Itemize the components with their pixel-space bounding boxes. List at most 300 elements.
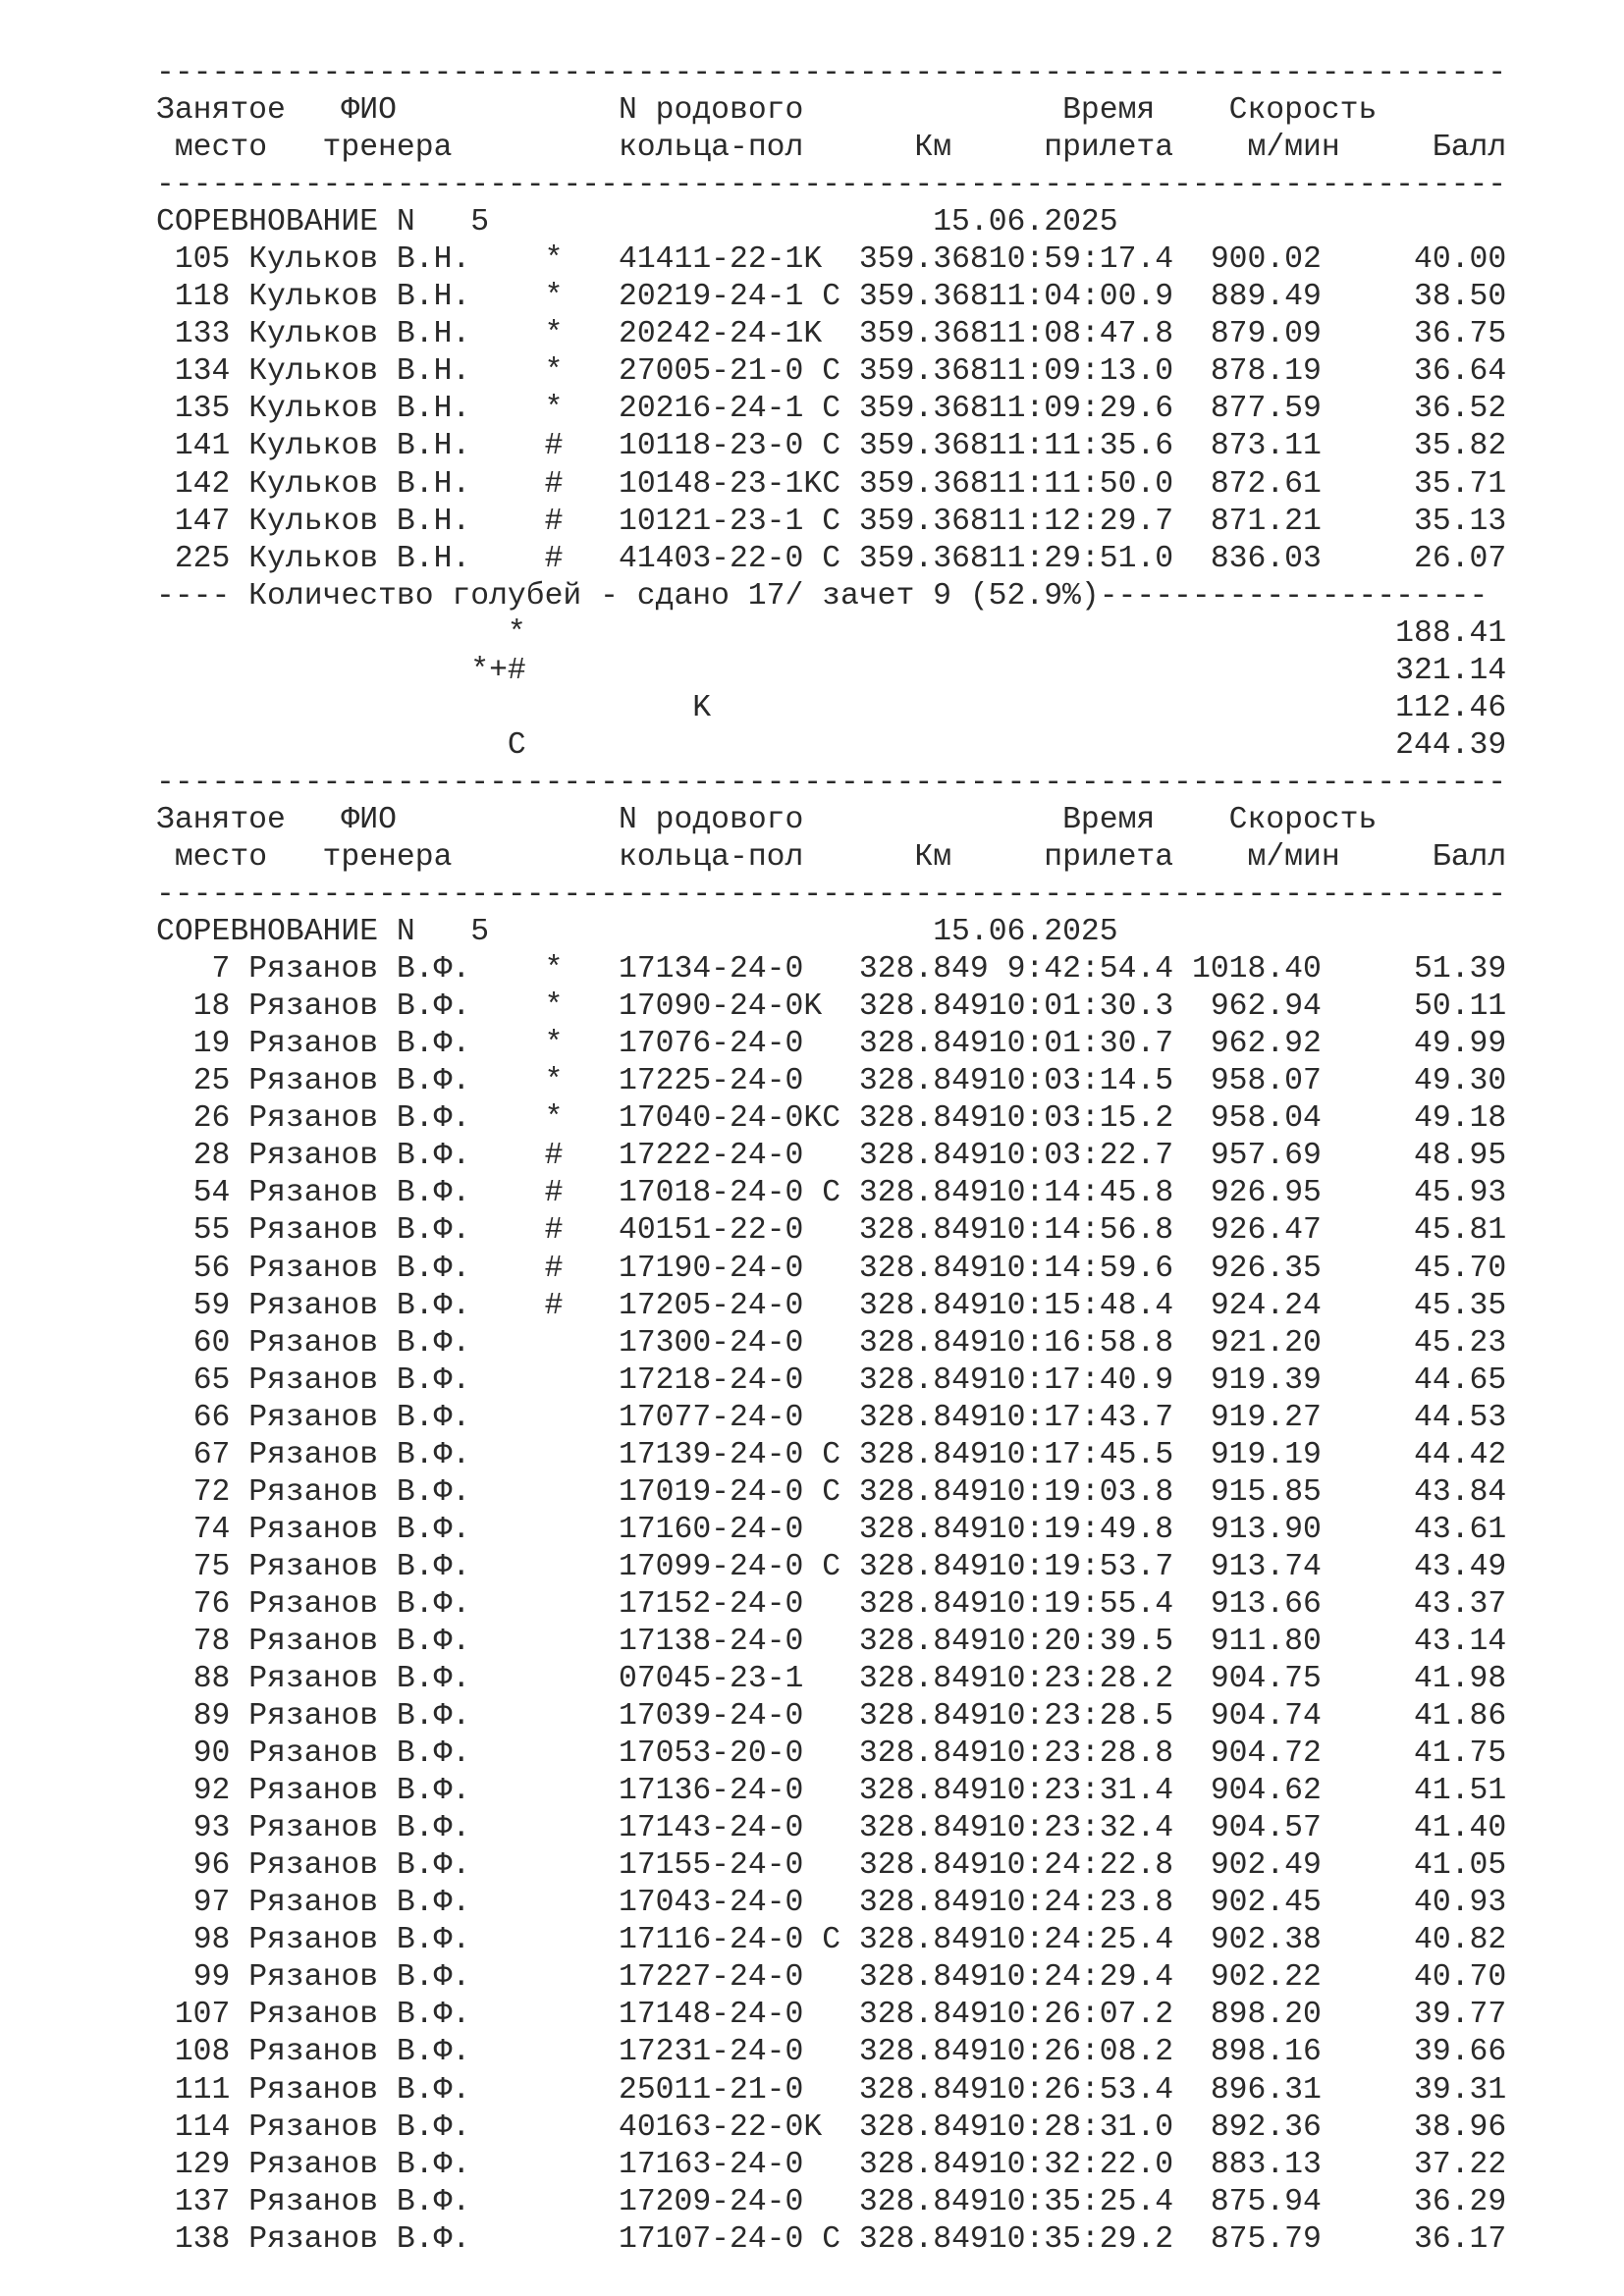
row-km: 359.368	[858, 317, 989, 352]
row-score: 38.96	[1414, 2109, 1507, 2145]
row-name: Кульков В.Н.	[248, 242, 471, 278]
separator-line: -------------------------------------------------------------------------	[156, 168, 1507, 203]
separator-line: -------------------------------------------------------------------------	[156, 56, 1507, 90]
row-speed: 892.36	[1210, 2109, 1322, 2145]
row-speed: 904.62	[1210, 1774, 1322, 1809]
row-place: 97	[192, 1886, 231, 1921]
row-ring: 17018-24-0 C	[619, 1176, 841, 1211]
total-line	[156, 690, 1506, 727]
row-time: 11:29:51.0	[988, 541, 1174, 576]
row-km: 328.849	[858, 1176, 989, 1211]
row-km: 328.849	[858, 2035, 989, 2070]
row-score: 36.17	[1414, 2221, 1507, 2257]
row-time: 10:01:30.7	[988, 1027, 1174, 1062]
row-time: 10:19:55.4	[988, 1586, 1174, 1622]
row-score: 45.70	[1414, 1251, 1507, 1286]
row-speed: 872.61	[1210, 466, 1322, 502]
row-ring: 17107-24-0 C	[618, 2221, 841, 2257]
table-row	[156, 353, 1506, 391]
row-time: 11:09:13.0	[988, 354, 1174, 390]
row-name: Кульков В.Н.	[248, 429, 471, 464]
row-km: 328.849	[858, 1362, 989, 1398]
row-mark: #	[544, 1176, 564, 1211]
row-speed: 924.24	[1210, 1288, 1322, 1323]
table-row	[156, 316, 1506, 353]
row-time: 10:14:56.8	[988, 1213, 1174, 1249]
table-row	[156, 241, 1506, 279]
row-ring: 41403-22-0 C	[618, 541, 841, 576]
row-km: 328.849	[858, 1736, 989, 1772]
row-name: Рязанов В.Ф.	[248, 1662, 471, 1697]
row-ring: 17138-24-0	[619, 1624, 804, 1659]
row-time: 10:32:22.0	[988, 2147, 1174, 2182]
row-km: 328.849	[858, 1848, 989, 1884]
row-name: Рязанов В.Ф.	[248, 989, 471, 1025]
row-time: 10:03:14.5	[988, 1064, 1174, 1099]
row-speed: 902.49	[1210, 1848, 1322, 1884]
row-name: Рязанов В.Ф.	[248, 1624, 471, 1659]
row-name: Рязанов В.Ф.	[248, 1699, 471, 1735]
row-score: 41.98	[1414, 1662, 1507, 1697]
table-row	[156, 2221, 1506, 2259]
row-km: 359.368	[858, 354, 989, 390]
row-speed: 889.49	[1210, 280, 1322, 315]
table-header-row-1	[156, 92, 1506, 130]
row-speed: 836.03	[1210, 541, 1322, 576]
row-speed: 902.45	[1210, 1886, 1322, 1921]
row-name: Рязанов В.Ф.	[248, 1362, 471, 1398]
row-speed: 904.72	[1210, 1736, 1322, 1772]
row-mark: *	[544, 392, 564, 427]
row-time: 10:26:07.2	[988, 1998, 1174, 2033]
row-score: 43.37	[1414, 1586, 1507, 1622]
header-time: Время	[1062, 802, 1156, 837]
row-time: 10:16:58.8	[988, 1325, 1174, 1361]
row-score: 39.77	[1414, 1998, 1507, 2033]
row-speed: 913.90	[1210, 1512, 1322, 1547]
header-name: ФИО	[341, 93, 397, 129]
row-mark: #	[544, 1213, 564, 1249]
row-score: 38.50	[1414, 280, 1507, 315]
row-name: Кульков В.Н.	[248, 504, 471, 539]
separator-line: -------------------------------------------------------------------------	[156, 765, 1507, 800]
row-place: 28	[192, 1139, 231, 1174]
table-row	[156, 2034, 1506, 2071]
competition-number: 5	[470, 915, 490, 950]
header-place-2: место	[174, 839, 268, 875]
row-score: 48.95	[1414, 1139, 1507, 1174]
row-km: 328.849	[858, 2109, 989, 2145]
header-ring: N родового	[618, 93, 804, 129]
row-mark: #	[544, 466, 564, 502]
row-score: 43.84	[1414, 1474, 1507, 1510]
table-row	[156, 1885, 1506, 1922]
row-name: Рязанов В.Ф.	[248, 1139, 471, 1174]
table-row	[156, 1735, 1506, 1773]
row-place: 18	[192, 989, 231, 1025]
row-ring: 17134-24-0	[618, 952, 804, 988]
row-score: 43.49	[1414, 1549, 1507, 1584]
row-name: Рязанов В.Ф.	[248, 952, 471, 988]
row-name: Рязанов В.Ф.	[248, 2147, 471, 2182]
table-row	[156, 1847, 1506, 1885]
table-row	[156, 391, 1506, 428]
competition-label: СОРЕВНОВАНИЕ N	[156, 205, 415, 240]
header-time-2: прилета	[1044, 839, 1174, 875]
row-name: Рязанов В.Ф.	[248, 1848, 471, 1884]
header-ring-2: кольца-пол	[618, 839, 804, 875]
row-score: 50.11	[1414, 989, 1507, 1025]
row-time: 11:09:29.6	[988, 392, 1174, 427]
total-line	[156, 727, 1506, 765]
row-place: 129	[174, 2147, 231, 2182]
row-ring: 17099-24-0 C	[619, 1549, 841, 1584]
row-score: 49.30	[1414, 1064, 1507, 1099]
table-header-row-2	[156, 839, 1506, 877]
row-ring: 17225-24-0	[619, 1064, 804, 1099]
table-row	[156, 1698, 1506, 1735]
row-speed: 898.16	[1210, 2035, 1322, 2070]
row-name: Рязанов В.Ф.	[248, 1774, 471, 1809]
row-speed: 915.85	[1210, 1474, 1322, 1510]
competition-line	[156, 914, 1506, 951]
row-time: 10:01:30.3	[988, 989, 1174, 1025]
row-place: 135	[174, 392, 231, 427]
row-ring: 17116-24-0 C	[619, 1923, 841, 1958]
row-ring: 17160-24-0	[619, 1512, 804, 1547]
row-speed: 962.92	[1210, 1027, 1322, 1062]
header-place-2: место	[174, 131, 268, 166]
row-speed: 962.94	[1210, 989, 1322, 1025]
row-score: 41.40	[1414, 1811, 1507, 1846]
row-name: Рязанов В.Ф.	[248, 2184, 471, 2219]
row-time: 10:26:08.2	[988, 2035, 1174, 2070]
row-score: 39.31	[1414, 2072, 1507, 2108]
table-row	[156, 1138, 1506, 1175]
row-place: 107	[174, 1998, 231, 2033]
row-ring: 17053-20-0	[619, 1736, 804, 1772]
row-km: 359.368	[858, 242, 989, 278]
row-score: 41.86	[1414, 1699, 1507, 1735]
row-name: Рязанов В.Ф.	[248, 1064, 471, 1099]
row-ring: 17205-24-0	[619, 1288, 804, 1323]
table-row	[156, 951, 1506, 988]
row-km: 328.849	[858, 1213, 989, 1249]
row-speed: 871.21	[1210, 504, 1322, 539]
row-place: 90	[192, 1736, 231, 1772]
row-time: 10:23:28.2	[988, 1662, 1174, 1697]
row-ring: 10121-23-1 C	[618, 504, 841, 539]
row-km: 328.849	[858, 2147, 989, 2182]
row-speed: 875.79	[1210, 2221, 1322, 2257]
row-score: 26.07	[1414, 541, 1507, 576]
header-speed: Скорость	[1228, 93, 1378, 129]
table-row	[156, 1922, 1506, 1959]
row-mark: #	[544, 1251, 564, 1286]
row-score: 49.99	[1414, 1027, 1507, 1062]
row-km: 328.849	[858, 2072, 989, 2108]
row-name: Рязанов В.Ф.	[248, 1474, 471, 1510]
total-value: 244.39	[1395, 727, 1507, 763]
table-row	[156, 1586, 1506, 1624]
row-time: 11:12:29.7	[988, 504, 1174, 539]
row-score: 43.61	[1414, 1512, 1507, 1547]
row-place: 225	[174, 541, 231, 576]
header-score: Балл	[1432, 839, 1507, 875]
row-time: 11:11:50.0	[988, 466, 1174, 502]
row-ring: 20216-24-1 C	[618, 392, 841, 427]
header-speed: Скорость	[1228, 802, 1378, 837]
row-speed: 957.69	[1210, 1139, 1322, 1174]
row-ring: 17136-24-0	[619, 1774, 804, 1809]
table-row	[156, 2072, 1506, 2109]
row-speed: 873.11	[1210, 429, 1322, 464]
row-mark: *	[544, 952, 564, 988]
row-score: 49.18	[1414, 1101, 1507, 1137]
table-row	[156, 2147, 1506, 2184]
table-row	[156, 1773, 1506, 1810]
row-ring: 17148-24-0	[618, 1998, 804, 2033]
row-km: 328.849	[858, 1624, 989, 1659]
row-mark: *	[544, 242, 564, 278]
row-time: 10:03:15.2	[988, 1101, 1174, 1137]
row-name: Рязанов В.Ф.	[248, 1811, 471, 1846]
row-name: Рязанов В.Ф.	[248, 1437, 471, 1472]
row-speed: 875.94	[1210, 2184, 1322, 2219]
row-score: 44.65	[1414, 1362, 1507, 1398]
row-name: Кульков В.Н.	[248, 280, 471, 315]
pigeon-count-summary: ---- Количество голубей - сдано 17/ зачет 9 (52.9%)---------------------	[156, 578, 1489, 614]
row-place: 78	[192, 1624, 231, 1659]
row-speed: 926.35	[1210, 1251, 1322, 1286]
table-row	[156, 1362, 1506, 1400]
table-row	[156, 1212, 1506, 1250]
row-time: 10:28:31.0	[988, 2109, 1174, 2145]
row-name: Рязанов В.Ф.	[248, 2072, 471, 2108]
row-place: 56	[192, 1251, 231, 1286]
total-label: C	[507, 727, 526, 763]
row-ring: 17139-24-0 C	[619, 1437, 841, 1472]
row-time: 10:19:53.7	[988, 1549, 1174, 1584]
row-km: 359.368	[858, 541, 989, 576]
row-place: 147	[174, 504, 231, 539]
table-row	[156, 428, 1506, 465]
table-row	[156, 1474, 1506, 1512]
row-time: 10:24:25.4	[988, 1923, 1174, 1958]
row-speed: 879.09	[1210, 317, 1322, 352]
row-place: 142	[174, 466, 231, 502]
results-document	[156, 55, 1506, 2259]
row-time: 10:59:17.4	[988, 242, 1174, 278]
row-place: 55	[192, 1213, 231, 1249]
row-km: 328.849	[858, 1064, 989, 1099]
table-row	[156, 1063, 1506, 1100]
row-place: 88	[192, 1662, 231, 1697]
row-speed: 919.19	[1210, 1437, 1322, 1472]
row-ring: 17227-24-0	[619, 1960, 804, 1996]
row-place: 65	[192, 1362, 231, 1398]
header-name-2: тренера	[322, 131, 453, 166]
row-score: 36.29	[1414, 2184, 1507, 2219]
row-km: 328.849	[858, 1662, 989, 1697]
row-score: 41.05	[1414, 1848, 1507, 1884]
row-time: 10:35:25.4	[988, 2184, 1174, 2219]
row-score: 44.42	[1414, 1437, 1507, 1472]
row-km: 328.849	[858, 1586, 989, 1622]
row-place: 111	[174, 2072, 231, 2108]
row-time: 10:17:45.5	[988, 1437, 1174, 1472]
row-score: 37.22	[1414, 2147, 1507, 2182]
row-km: 328.849	[858, 1960, 989, 1996]
row-score: 36.52	[1414, 392, 1507, 427]
row-speed: 911.80	[1210, 1624, 1322, 1659]
table-row	[156, 1400, 1506, 1437]
row-time: 10:14:59.6	[988, 1251, 1174, 1286]
row-ring: 17143-24-0	[619, 1811, 804, 1846]
row-speed: 904.75	[1210, 1662, 1322, 1697]
header-name: ФИО	[341, 802, 397, 837]
row-place: 141	[174, 429, 231, 464]
table-row	[156, 1288, 1506, 1325]
row-km: 328.849	[858, 1549, 989, 1584]
row-name: Рязанов В.Ф.	[248, 1213, 471, 1249]
total-line	[156, 615, 1506, 653]
row-km: 328.849	[858, 2221, 989, 2257]
row-ring: 20219-24-1 C	[618, 280, 841, 315]
row-km: 328.849	[858, 1886, 989, 1921]
total-value: 321.14	[1395, 653, 1507, 688]
row-score: 40.93	[1414, 1886, 1507, 1921]
row-ring: 17077-24-0	[619, 1400, 804, 1435]
row-km: 328.849	[858, 1139, 989, 1174]
row-time: 10:20:39.5	[988, 1624, 1174, 1659]
row-name: Рязанов В.Ф.	[248, 1586, 471, 1622]
table-row	[156, 1175, 1506, 1212]
table-row	[156, 1512, 1506, 1549]
row-km: 328.849	[858, 1400, 989, 1435]
row-ring: 40163-22-0K	[618, 2109, 823, 2145]
row-time: 10:03:22.7	[988, 1139, 1174, 1174]
row-place: 75	[192, 1549, 231, 1584]
row-km: 359.368	[858, 280, 989, 315]
row-speed: 921.20	[1210, 1325, 1322, 1361]
summary-line	[156, 578, 1506, 615]
row-name: Рязанов В.Ф.	[248, 1923, 471, 1958]
table-header-row-2	[156, 130, 1506, 167]
row-time: 10:23:31.4	[988, 1774, 1174, 1809]
row-km: 359.368	[858, 504, 989, 539]
table-row	[156, 1997, 1506, 2034]
row-name: Рязанов В.Ф.	[248, 2109, 471, 2145]
row-speed: 902.22	[1210, 1960, 1322, 1996]
row-place: 108	[174, 2035, 231, 2070]
row-km: 328.849	[858, 1998, 989, 2033]
row-time: 10:23:32.4	[988, 1811, 1174, 1846]
row-place: 25	[192, 1064, 231, 1099]
header-ring: N родового	[618, 802, 804, 837]
row-place: 74	[192, 1512, 231, 1547]
header-time: Время	[1062, 93, 1156, 129]
row-place: 19	[192, 1027, 231, 1062]
row-score: 41.51	[1414, 1774, 1507, 1809]
row-score: 36.64	[1414, 354, 1507, 390]
row-speed: 878.19	[1210, 354, 1322, 390]
total-label: *	[507, 615, 526, 651]
row-time: 10:24:22.8	[988, 1848, 1174, 1884]
table-row	[156, 1810, 1506, 1847]
total-label: K	[692, 690, 712, 725]
competition-line	[156, 204, 1506, 241]
row-ring: 07045-23-1	[619, 1662, 804, 1697]
row-speed: 913.66	[1210, 1586, 1322, 1622]
header-place: Занятое	[156, 802, 286, 837]
header-time-2: прилета	[1044, 131, 1174, 166]
row-ring: 17231-24-0	[618, 2035, 804, 2070]
row-ring: 17043-24-0	[619, 1886, 804, 1921]
row-ring: 17300-24-0	[619, 1325, 804, 1361]
row-time: 10:17:43.7	[988, 1400, 1174, 1435]
row-speed: 877.59	[1210, 392, 1322, 427]
row-speed: 900.02	[1210, 242, 1322, 278]
row-ring: 17090-24-0K	[619, 989, 823, 1025]
row-place: 92	[192, 1774, 231, 1809]
row-name: Рязанов В.Ф.	[248, 1325, 471, 1361]
row-place: 134	[174, 354, 231, 390]
header-ring-2: кольца-пол	[618, 131, 804, 166]
row-place: 59	[192, 1288, 231, 1323]
table-row	[156, 1026, 1506, 1063]
table-row	[156, 1624, 1506, 1661]
competition-date: 15.06.2025	[933, 915, 1118, 950]
row-place: 60	[192, 1325, 231, 1361]
row-km: 328.849	[858, 1699, 989, 1735]
row-ring: 17155-24-0	[619, 1848, 804, 1884]
row-speed: 1018.40	[1191, 952, 1322, 988]
row-name: Рязанов В.Ф.	[248, 2035, 471, 2070]
row-speed: 958.07	[1210, 1064, 1322, 1099]
row-time: 10:24:29.4	[988, 1960, 1174, 1996]
row-km: 359.368	[858, 392, 989, 427]
row-name: Кульков В.Н.	[248, 317, 471, 352]
row-place: 7	[211, 952, 231, 988]
row-ring: 10118-23-0 C	[618, 429, 841, 464]
table-row	[156, 2109, 1506, 2147]
row-time: 11:04:00.9	[988, 280, 1174, 315]
row-score: 45.35	[1414, 1288, 1507, 1323]
row-name: Рязанов В.Ф.	[248, 1549, 471, 1584]
total-value: 188.41	[1395, 615, 1507, 651]
row-place: 96	[192, 1848, 231, 1884]
row-name: Кульков В.Н.	[248, 354, 471, 390]
table-row	[156, 541, 1506, 578]
row-place: 66	[192, 1400, 231, 1435]
row-ring: 25011-21-0	[618, 2072, 804, 2108]
row-score: 43.14	[1414, 1624, 1507, 1659]
row-score: 45.93	[1414, 1176, 1507, 1211]
row-time: 10:26:53.4	[988, 2072, 1174, 2108]
row-mark: *	[544, 1064, 564, 1099]
row-place: 99	[192, 1960, 231, 1996]
row-score: 45.23	[1414, 1325, 1507, 1361]
row-time: 10:17:40.9	[988, 1362, 1174, 1398]
row-speed: 896.31	[1210, 2072, 1322, 2108]
row-mark: *	[544, 317, 564, 352]
row-ring: 17019-24-0 C	[619, 1474, 841, 1510]
row-place: 105	[174, 242, 231, 278]
row-speed: 919.27	[1210, 1400, 1322, 1435]
row-place: 118	[174, 280, 231, 315]
row-ring: 17209-24-0	[618, 2184, 804, 2219]
